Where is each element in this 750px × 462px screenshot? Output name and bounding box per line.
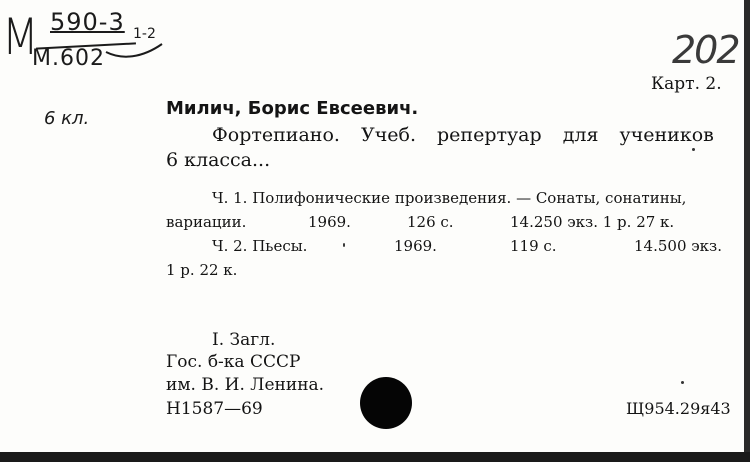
author-heading: Милич, Борис Евсеевич. bbox=[166, 98, 419, 119]
part2-pages: 119 с. bbox=[510, 237, 557, 255]
part2-year: 1969. bbox=[394, 237, 437, 255]
card-edge-right bbox=[744, 0, 750, 462]
swoosh-mark bbox=[104, 38, 164, 60]
call-number-bottom: М.602 bbox=[32, 46, 105, 71]
part1-copies-price: 14.250 экз. 1 р. 27 к. bbox=[510, 213, 675, 231]
ink-speck bbox=[692, 148, 695, 151]
library-line-1: Гос. б-ка СССР bbox=[166, 352, 301, 372]
handwritten-number: 202 bbox=[672, 28, 739, 72]
ink-speck bbox=[681, 381, 684, 384]
title-line-2: 6 класса... bbox=[166, 149, 271, 171]
call-number-top: 590-3 bbox=[50, 8, 125, 36]
part2-label: Ч. 2. Пьесы. bbox=[212, 237, 308, 255]
ink-speck bbox=[343, 243, 345, 247]
part1-contents: Ч. 1. Полифонические произведения. — Сонаты, сонатины, bbox=[212, 189, 687, 207]
call-number-suffix: 1-2 bbox=[133, 26, 156, 42]
classification-code: Щ954.29я43 bbox=[626, 399, 731, 418]
punch-hole bbox=[360, 377, 412, 429]
grade-note: 6 кл. bbox=[44, 108, 90, 129]
library-line-2: им. В. И. Ленина. bbox=[166, 375, 325, 395]
part2-copies: 14.500 экз. bbox=[634, 237, 722, 255]
tracing: I. Загл. bbox=[212, 330, 276, 350]
part1-year: 1969. bbox=[308, 213, 351, 231]
order-number: Н1587—69 bbox=[166, 399, 263, 419]
part2-price: 1 р. 22 к. bbox=[166, 261, 238, 279]
title-line-1: Фортепиано. Учеб. репертуар для учеников bbox=[212, 124, 714, 146]
call-number-letter: М bbox=[2, 8, 37, 66]
card-label: Карт. 2. bbox=[651, 74, 722, 94]
part1-pages: 126 с. bbox=[407, 213, 454, 231]
card-edge-bottom bbox=[0, 452, 750, 462]
part1-contents-cont: вариации. bbox=[166, 213, 247, 231]
